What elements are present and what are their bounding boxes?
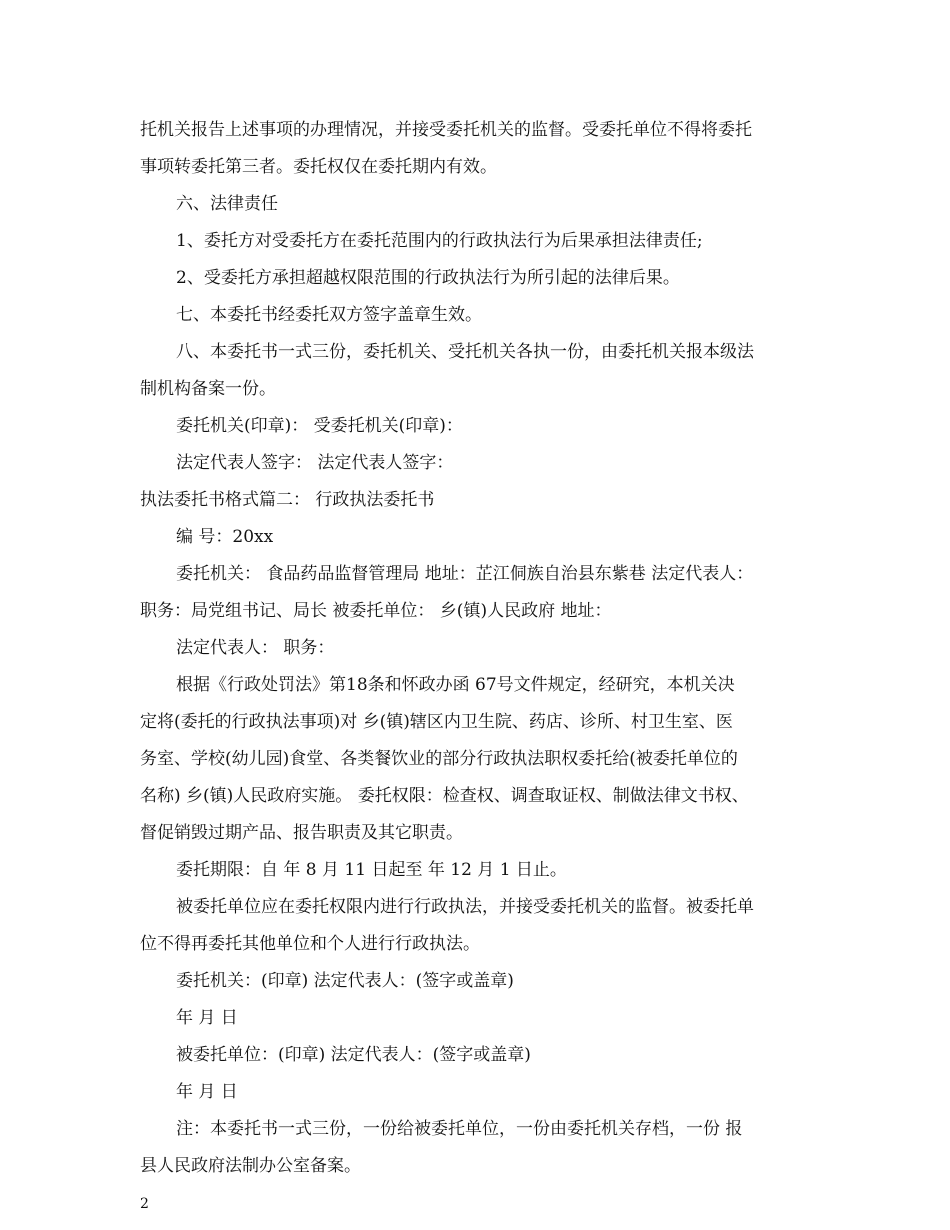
text-line: 托机关报告上述事项的办理情况，并接受委托机关的监督。受委托单位不得将委托 (140, 120, 752, 140)
text-line: 年 月 日 (176, 1008, 238, 1028)
text-line: 法定代表人签字： 法定代表人签字： (176, 453, 454, 473)
text-line: 职务：局党组书记、局长 被委托单位： 乡(镇)人民政府 地址： (140, 601, 612, 621)
text-line: 根据《行政处罚法》第18条和怀政办函 67号文件规定，经研究，本机关决 (176, 675, 735, 695)
text-line: 2、受委托方承担超越权限范围的行政执法行为所引起的法律后果。 (176, 268, 680, 288)
text-line: 委托机关：(印章) 法定代表人：(签字或盖章) (176, 971, 514, 991)
text-line: 县人民政府法制办公室备案。 (140, 1156, 361, 1176)
text-line: 编 号：20xx (176, 527, 274, 547)
text-line: 委托机关(印章)： 受委托机关(印章)： (176, 416, 463, 436)
text-line: 年 月 日 (176, 1082, 238, 1102)
text-line: 被委托单位应在委托权限内进行行政执法，并接受委托机关的监督。被委托单 (176, 897, 754, 917)
text-line: 委托机关： 食品药品监督管理局 地址：芷江侗族自治县东紫巷 法定代表人： (176, 564, 754, 584)
text-line: 法定代表人： 职务： (176, 638, 335, 658)
section-title: 执法委托书格式篇二： 行政执法委托书 (140, 490, 435, 510)
text-line: 事项转委托第三者。委托权仅在委托期内有效。 (140, 157, 497, 177)
text-line: 位不得再委托其他单位和个人进行行政执法。 (140, 934, 480, 954)
text-line: 名称) 乡(镇)人民政府实施。 委托权限：检查权、调查取证权、制做法律文书权、 (140, 786, 749, 806)
page-number: 2 (140, 1196, 149, 1212)
text-line: 注：本委托书一式三份，一份给被委托单位，一份由委托机关存档，一份 报 (176, 1119, 743, 1139)
text-line: 务室、学校(幼儿园)食堂、各类餐饮业的部分行政执法职权委托给(被委托单位的 (140, 749, 738, 769)
text-line: 1、委托方对受委托方在委托范围内的行政执法行为后果承担法律责任; (176, 231, 703, 251)
text-line: 定将(委托的行政执法事项)对 乡(镇)辖区内卫生院、药店、诊所、村卫生室、医 (140, 712, 733, 732)
section-heading: 六、法律责任 (176, 194, 278, 214)
text-line: 八、本委托书一式三份，委托机关、受托机关各执一份，由委托机关报本级法 (176, 342, 754, 362)
text-line: 被委托单位：(印章) 法定代表人：(签字或盖章) (176, 1045, 531, 1065)
text-line: 制机构备案一份。 (140, 379, 276, 399)
text-line: 委托期限：自 年 8 月 11 日起至 年 12 月 1 日止。 (176, 860, 567, 880)
text-line: 七、本委托书经委托双方签字盖章生效。 (176, 305, 482, 325)
text-line: 督促销毁过期产品、报告职责及其它职责。 (140, 823, 463, 843)
